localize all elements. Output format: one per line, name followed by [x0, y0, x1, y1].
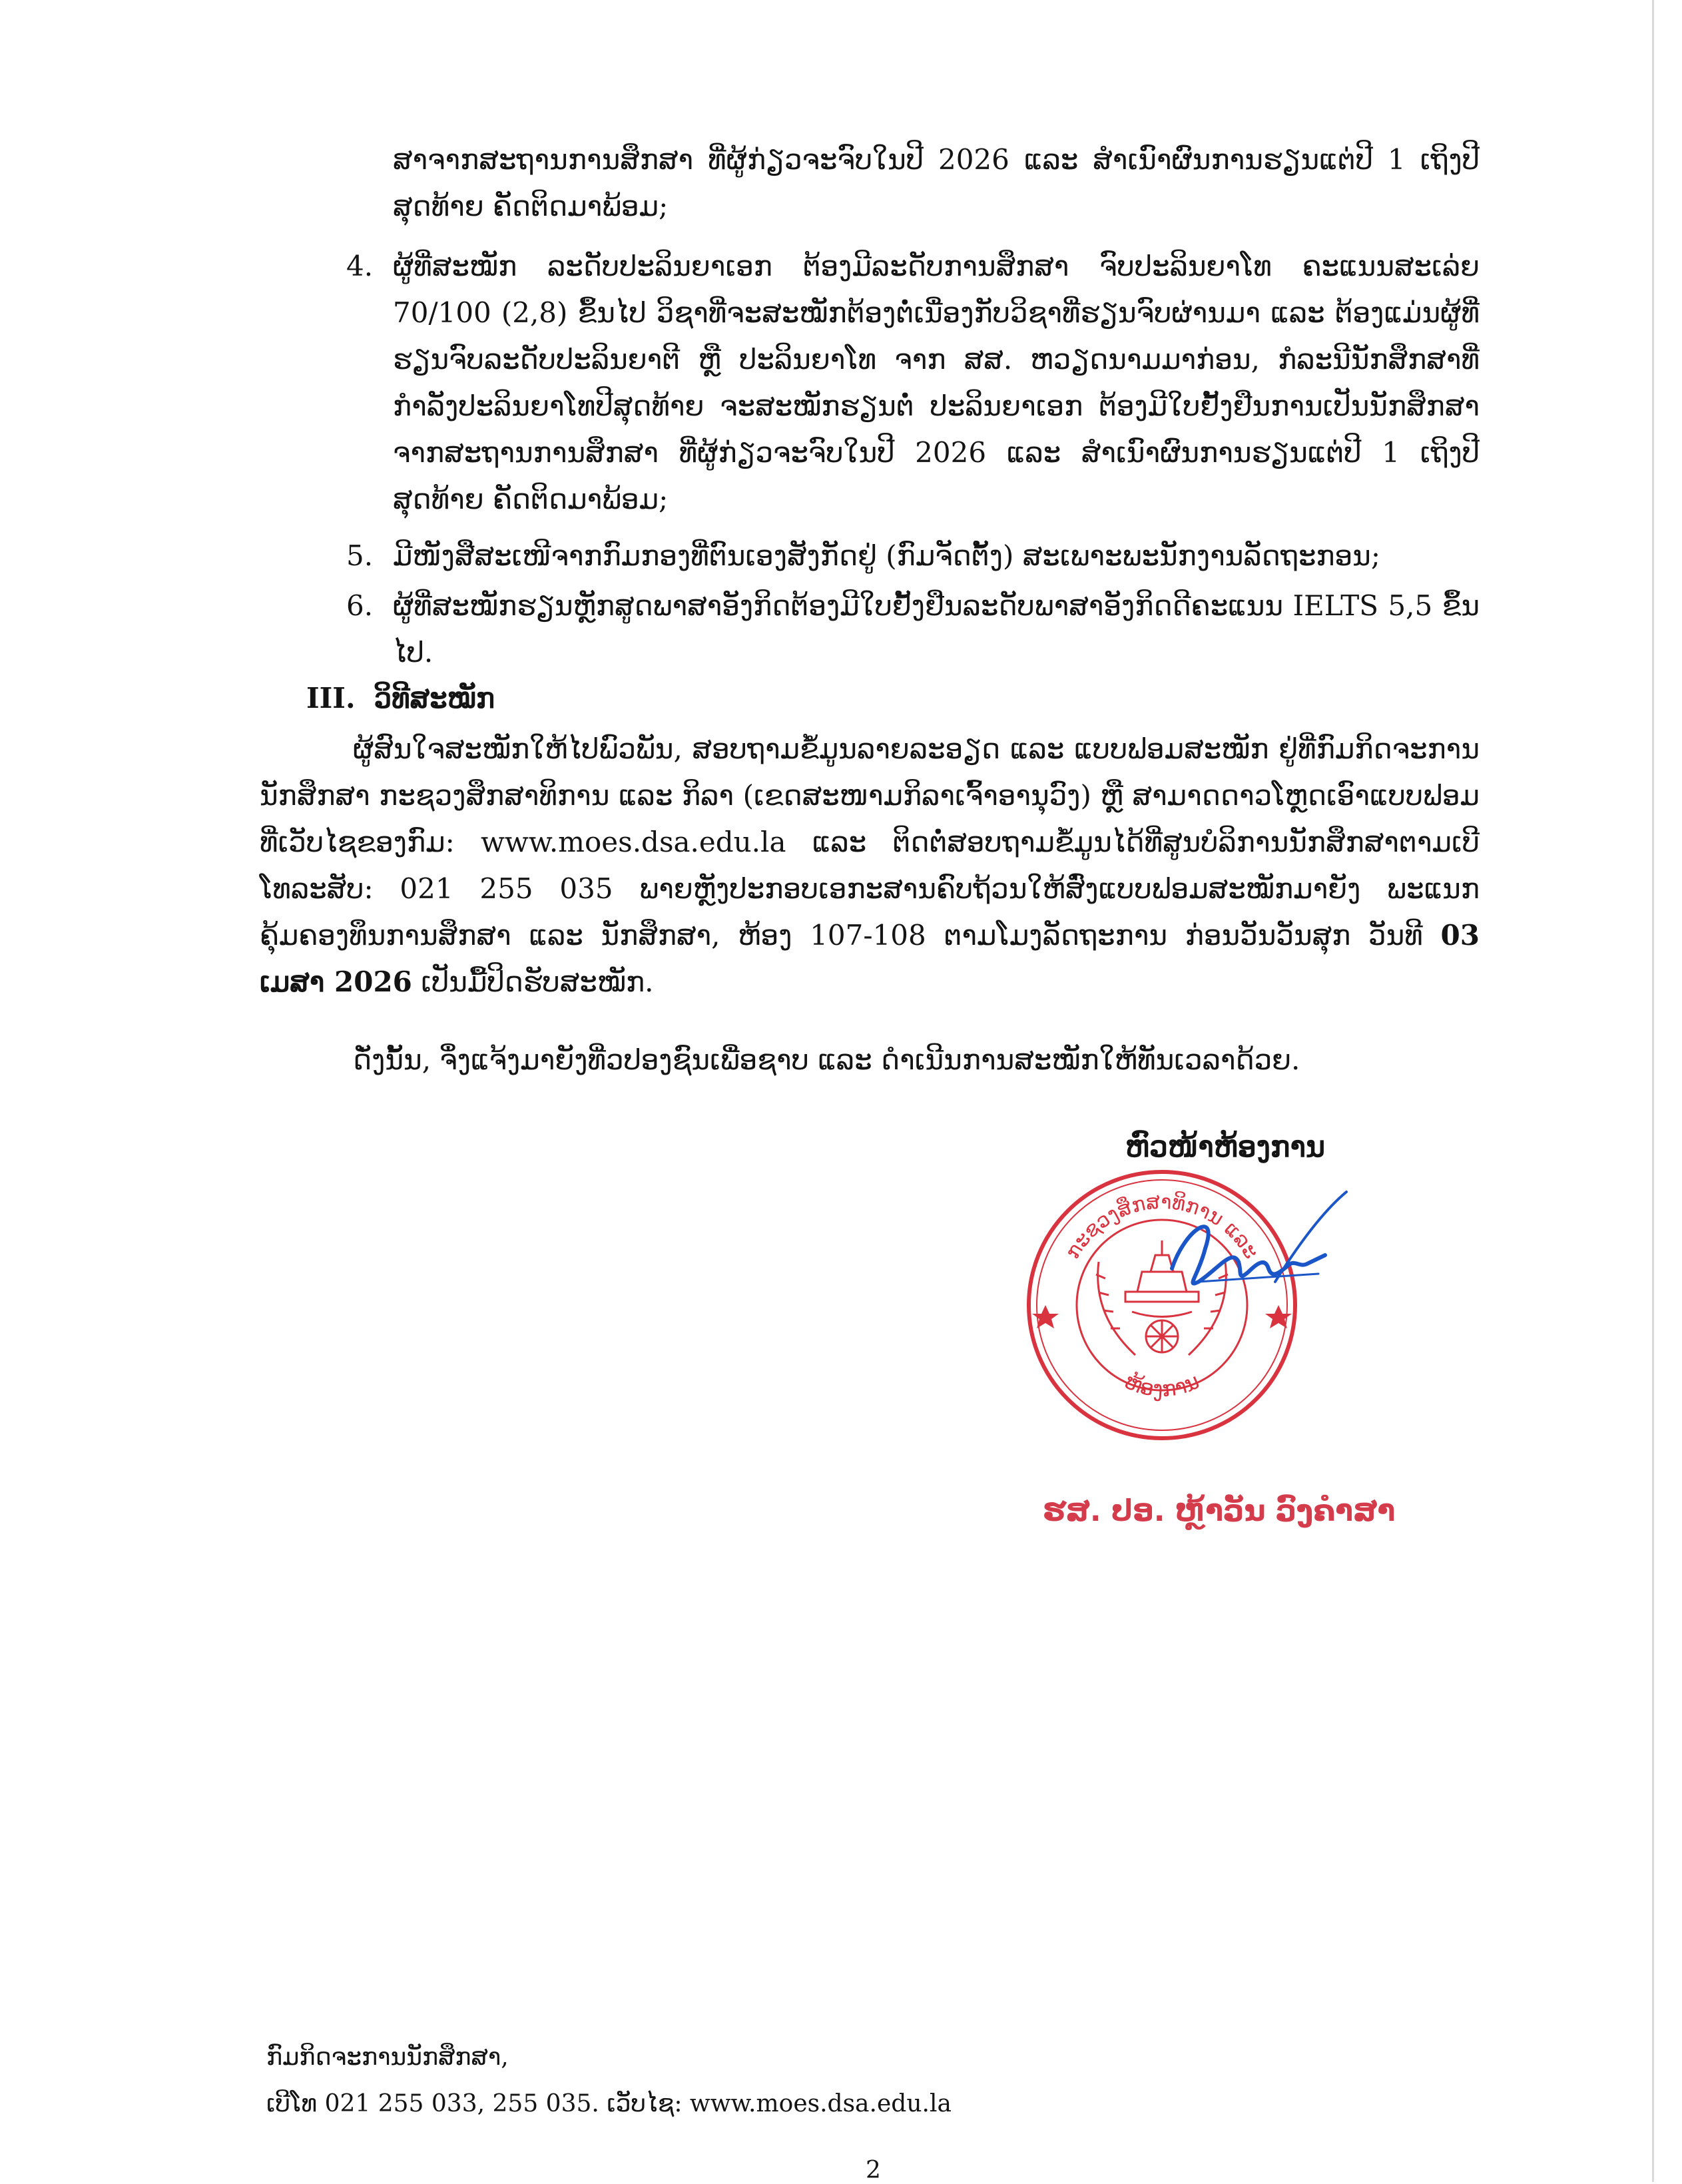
section-title: ວິທີສະໝັກ: [374, 682, 495, 714]
item-6-text: ຜູ້ທີ່ສະໝັກຮຽນຫຼັກສູດພາສາອັງກິດຕ້ອງມີໃບຢັ້ງຢືນລະດັບພາສາອັງກິດດີຄະແນນ IELTS 5,5 ຂຶ້ນໄປ.: [393, 589, 1480, 669]
page-number: 2: [866, 2157, 881, 2184]
item-5-number: 5.: [346, 539, 374, 572]
item-6-number: 6.: [346, 589, 374, 622]
handwritten-signature: [1159, 1189, 1358, 1315]
footer-office: ກົມກິດຈະການນັກສຶກສາ,: [266, 2044, 509, 2071]
deadline-date: 03 ເມສາ 2026: [260, 919, 1480, 998]
signer-name: ຮສ. ປອ. ຫຼ້າວັນ ວົງຄຳສາ: [1043, 1494, 1396, 1528]
closing-paragraph: ດັ່ງນັ້ນ, ຈຶ່ງແຈ້ງມາຍັງທີ່ວປອງຊົນເພື່ອຊາບ ແລະ ດຳເນີນການສະໝັກໃຫ້ທັນເວລາດ້ວຍ.: [353, 1043, 1300, 1076]
seal-top-text: ກະຊວງສຶກສາທິການ ແລະ: [1061, 1190, 1263, 1263]
signer-title: ຫົວໜ້າຫ້ອງການ: [1125, 1130, 1326, 1164]
section-paragraph-text: ຜູ້ສົນໃຈສະໝັກໃຫ້ໄປພົວພັນ, ສອບຖາມຂໍ້ມູນລາຍລະອຽດ ແລະ ແບບຟອມສະໝັກ ຢູ່ທີ່ກົມກິດຈະການນັກສຶກສາ ກະຊວງສຶກສາທິການ ແລະ ກິລາ (ເຂດສະໜາມກິລາເຈົ້າອານຸວົງ) ຫຼື ສາມາດດາວໂຫຼດເອົາແບບຟອມທີ່ເວັບໄຊຂອງກົມ: www.moes.dsa.edu.la ແລະ ຕິດຕໍ່ສອບຖາມຂໍ້ມູນໄດ້ທີ່ສູນບໍລິການນັກສຶກສາຕາມເບີໂທລະສັບ: 021 255 035 ພາຍຫຼັງປະກອບເອກະສານຄົບຖ້ວນໃຫ້ສົ່ງແບບຟອມສະໝັກມາຍັງ ພະແນກຄຸ້ມຄອງທຶນການສຶກສາ ແລະ ນັກສຶກສາ, ຫ້ອງ 107-108 ຕາມໂມງລັດຖະການ ກ່ອນວັນວັນສຸກ ວັນທີ: [260, 732, 1480, 952]
item-4-number: 4.: [346, 250, 374, 282]
footer-contact: ເບີໂທ 021 255 033, 255 035. ເວັບໄຊ: www.moes.dsa.edu.la: [266, 2090, 952, 2117]
item-4-text: ຜູ້ທີ່ສະໝັກ ລະດັບປະລິນຍາເອກ ຕ້ອງມີລະດັບການສຶກສາ ຈົບປະລິນຍາໂທ ຄະແນນສະເລ່ຍ 70/100 (2,8) ຂຶ້ນໄປ ວິຊາທີ່ຈະສະໝັກຕ້ອງຕໍ່ເນື່ອງກັບວິຊາທີ່ຮຽນຈົບຜ່ານມາ ແລະ ຕ້ອງແມ່ນຜູ້ທີ່ຮຽນຈົບລະດັບປະລິນຍາຕີ ຫຼື ປະລິນຍາໂທ ຈາກ ສສ. ຫວຽດນາມມາກ່ອນ, ກໍລະນີນັກສຶກສາທີ່ກຳລັງປະລິນຍາໂທປີສຸດທ້າຍ ຈະສະໝັກຮຽນຕໍ່ ປະລິນຍາເອກ ຕ້ອງມີໃບຢັ້ງຢືນການເປັນນັກສຶກສາຈາກສະຖານການສຶກສາ ທີ່ຜູ້ກ່ຽວຈະຈົບໃນປີ 2026 ແລະ ສຳເນົາຜົນການຮຽນແຕ່ປີ 1 ເຖິງປີສຸດທ້າຍ ຄັດຕິດມາພ້ອມ;: [393, 250, 1480, 515]
section-paragraph: [260, 726, 1480, 1005]
item-5-text: ມີໜັງສືສະເໜີຈາກກົມກອງທີ່ຕົນເອງສັງກັດຢູ່ (ກົມຈັດຕັ້ງ) ສະເພາະພະນັກງານລັດຖະກອນ;: [393, 539, 1380, 572]
svg-text:ຫ້ອງການ: [1121, 1368, 1203, 1402]
section-heading: [306, 675, 495, 722]
section-number: III.: [306, 682, 356, 714]
section-paragraph-end: ເປັນມື້ປິດຮັບສະໝັກ.: [421, 965, 654, 998]
seal-bottom-text: ຫ້ອງການ: [1121, 1368, 1203, 1402]
item-3-continuation: ສາຈາກສະຖານການສຶກສາ ທີ່ຜູ້ກ່ຽວຈະຈົບໃນປີ 2026 ແລະ ສຳເນົາຜົນການຮຽນແຕ່ປີ 1 ເຖິງປີສຸດທ້າຍ ຄັດຕິດມາພ້ອມ;: [393, 143, 1480, 222]
page-edge: [1652, 0, 1654, 2182]
